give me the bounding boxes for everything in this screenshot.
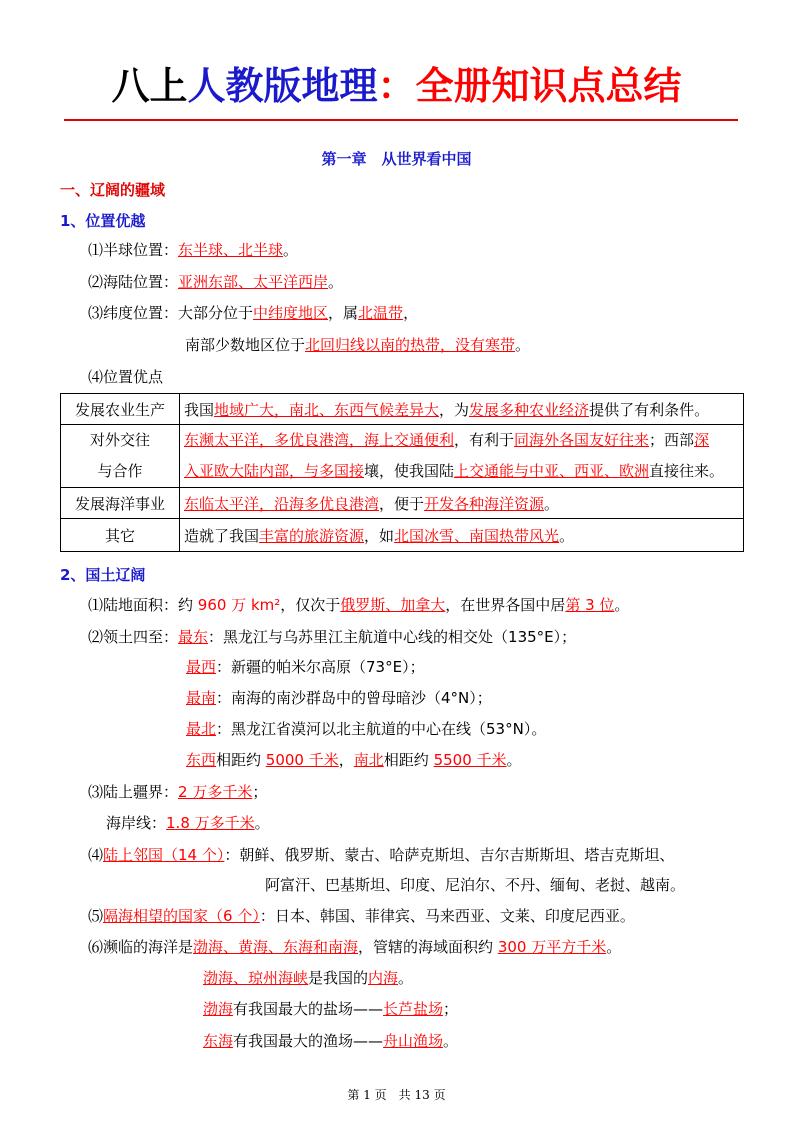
text: 。 (443, 1032, 459, 1050)
advantages-table (60, 393, 744, 552)
text: 。 (515, 336, 531, 354)
answer: 东半球、北半球 (178, 241, 284, 259)
answer: 东西 (186, 751, 217, 769)
title-divider (64, 119, 738, 121)
answer: 丰富的旅游资源 (259, 526, 365, 545)
answer: 同海外各国友好往来 (514, 431, 650, 449)
row-key: 其它 (61, 519, 180, 552)
text: 是我国的 (308, 969, 369, 987)
text: ⑶纬度位置：大部分位于 (88, 304, 254, 322)
text: 有我国最大的渔场—— (233, 1032, 384, 1050)
answer: 5500 千米 (433, 751, 507, 769)
row-value (180, 425, 744, 488)
text: ：朝鲜、俄罗斯、蒙古、哈萨克斯坦、吉尔吉斯斯坦、塔吉克斯坦、 (224, 846, 675, 864)
answer: 亚洲东部、太平洋西岸 (178, 273, 329, 291)
table-row (61, 519, 744, 552)
table-row (61, 425, 744, 488)
text: 相距约 (216, 751, 266, 769)
text: ：南海的南沙群岛中的曾母暗沙（4°N）； (216, 689, 492, 707)
row-key: 发展海洋事业 (61, 488, 180, 519)
chapter-heading: 第一章 从世界看中国 (321, 150, 472, 168)
title-part-2: 人教版地理 (187, 64, 378, 108)
answer: 陆上邻国（14 个） (103, 846, 225, 864)
line-hemisphere (88, 240, 298, 260)
text: 直接往来。 (649, 462, 725, 480)
line-extreme-west (186, 657, 425, 677)
text: ， (338, 751, 354, 769)
text: ，有利于 (454, 431, 515, 449)
text: 我国 (184, 400, 215, 419)
answer: 最西 (186, 658, 217, 676)
text: ⑷ (88, 846, 104, 864)
answer: 960 万 km² (197, 596, 281, 614)
text: ⑴半球位置： (88, 241, 179, 259)
page-title (0, 62, 793, 110)
answer: 北回归线以南的热带，没有寒带 (305, 336, 516, 354)
answer: 内海 (368, 969, 399, 987)
answer: 舟山渔场 (383, 1032, 444, 1050)
text: ：黑龙江与乌苏里江主航道中心线的相交处（135°E）； (208, 628, 577, 646)
line-salt-field (203, 999, 458, 1019)
answer: 隔海相望的国家（6 个） (103, 907, 260, 925)
text: 。 (506, 751, 522, 769)
text: ， (403, 304, 419, 322)
line-land-sea (88, 272, 343, 292)
answer: 东海 (203, 1032, 234, 1050)
text: ⑹濒临的海洋是 (88, 938, 194, 956)
text: 与合作 (97, 462, 143, 480)
line-latitude-south (185, 335, 530, 355)
text: 。 (559, 526, 575, 545)
answer: 中纬度地区 (253, 304, 329, 322)
answer: 入亚欧大陆内部，与多国接 (184, 462, 365, 480)
line-land-border (88, 782, 267, 802)
text: 相距约 (383, 751, 434, 769)
answer: 北温带 (358, 304, 404, 322)
row-key: 发展农业生产 (61, 394, 180, 425)
title-part-3: ：全册知识点总结 (377, 64, 682, 108)
subsection-heading-2: 2、国土辽阔 (60, 566, 146, 584)
line-extreme-north (186, 719, 546, 739)
text: 。 (398, 969, 414, 987)
line-sea-neighbors (88, 906, 635, 926)
table-row (61, 488, 744, 519)
row-value (180, 394, 744, 425)
text: ，管辖的海域面积约 (358, 938, 498, 956)
answer: 渤海 (203, 1000, 234, 1018)
text: ：黑龙江省漠河以北主航道的中心在线（53°N）。 (216, 720, 547, 738)
text: ，在世界各国中居 (445, 596, 566, 614)
line-inland-sea (203, 968, 413, 988)
text: ：新疆的帕米尔高原（73°E）； (216, 658, 425, 676)
answer: 渤海、黄海、东海和南海 (193, 938, 359, 956)
text: 对外交往 (89, 431, 150, 449)
text: ⑵海陆位置： (88, 273, 179, 291)
text: 。 (254, 814, 270, 832)
text: 。 (283, 241, 299, 259)
answer: 最东 (178, 628, 209, 646)
answer: 300 万平方千米 (497, 938, 607, 956)
line-latitude (88, 303, 418, 323)
text: 南部少数地区位于 (185, 336, 306, 354)
answer: 长芦盐场 (383, 1000, 444, 1018)
table-row (61, 394, 744, 425)
text: 提供了有利条件。 (589, 400, 710, 419)
row-key (61, 425, 180, 488)
line-extreme-east (88, 627, 576, 647)
row-value (180, 519, 744, 552)
text: 。 (614, 596, 630, 614)
answer: 上交通能与中亚、西亚、欧洲 (454, 462, 650, 480)
line-distances (186, 750, 522, 770)
text: ，如 (364, 526, 395, 545)
line-land-neighbors (88, 845, 674, 865)
line-fishery (203, 1031, 458, 1051)
text: ，属 (328, 304, 359, 322)
answer: 2 万多千米 (178, 783, 253, 801)
page-footer: 第 1 页 共 13 页 (347, 1088, 446, 1102)
answer: 第 3 位 (565, 596, 615, 614)
answer: 俄罗斯、加拿大 (340, 596, 446, 614)
answer: 发展多种农业经济 (469, 400, 590, 419)
title-part-1: 八上 (111, 64, 188, 108)
answer: 南北 (353, 751, 384, 769)
text: 。 (544, 494, 560, 513)
text: ，便于 (379, 494, 425, 513)
text: ⑶陆上疆界： (88, 783, 179, 801)
answer: 地域广大，南北、东西气候差异大 (214, 400, 440, 419)
text: 造就了我国 (184, 526, 260, 545)
answer: 最南 (186, 689, 217, 707)
answer: 开发各种海洋资源 (424, 494, 545, 513)
section-heading-1: 一、辽阔的疆域 (60, 181, 166, 199)
text: ⑵领土四至： (88, 628, 179, 646)
line-coastline (106, 813, 270, 833)
text: 有我国最大的盐场—— (233, 1000, 384, 1018)
line-advantages: ⑷位置优点 (88, 368, 164, 386)
text: ⑴陆地面积：约 (88, 596, 198, 614)
answer: 最北 (186, 720, 217, 738)
answer: 北国冰雪、南国热带风光 (394, 526, 560, 545)
answer: 东临太平洋，沿海多优良港湾 (184, 494, 380, 513)
answer: 5000 千米 (265, 751, 339, 769)
line-land-area (88, 595, 629, 615)
text: 壤，使我国陆 (364, 462, 455, 480)
text: ；西部 (649, 431, 695, 449)
text: ，仅次于 (280, 596, 341, 614)
text: 。 (606, 938, 622, 956)
text: ； (443, 1000, 459, 1018)
text: ⑸ (88, 907, 104, 925)
line-seas (88, 937, 621, 957)
line-extreme-south (186, 688, 492, 708)
text: ，为 (439, 400, 470, 419)
text: ； (252, 783, 268, 801)
answer: 渤海、琼州海峡 (203, 969, 309, 987)
answer: 东濒太平洋，多优良港湾，海上交通便利 (184, 431, 455, 449)
subsection-heading-1: 1、位置优越 (60, 212, 146, 230)
answer: 深 (694, 431, 710, 449)
row-value (180, 488, 744, 519)
text: ：日本、韩国、菲律宾、马来西亚、文莱、印度尼西亚。 (259, 907, 635, 925)
text: 海岸线： (106, 814, 167, 832)
text: 。 (328, 273, 344, 291)
answer: 1.8 万多千米 (166, 814, 255, 832)
line-land-neighbors-cont: 阿富汗、巴基斯坦、印度、尼泊尔、不丹、缅甸、老挝、越南。 (265, 876, 686, 894)
